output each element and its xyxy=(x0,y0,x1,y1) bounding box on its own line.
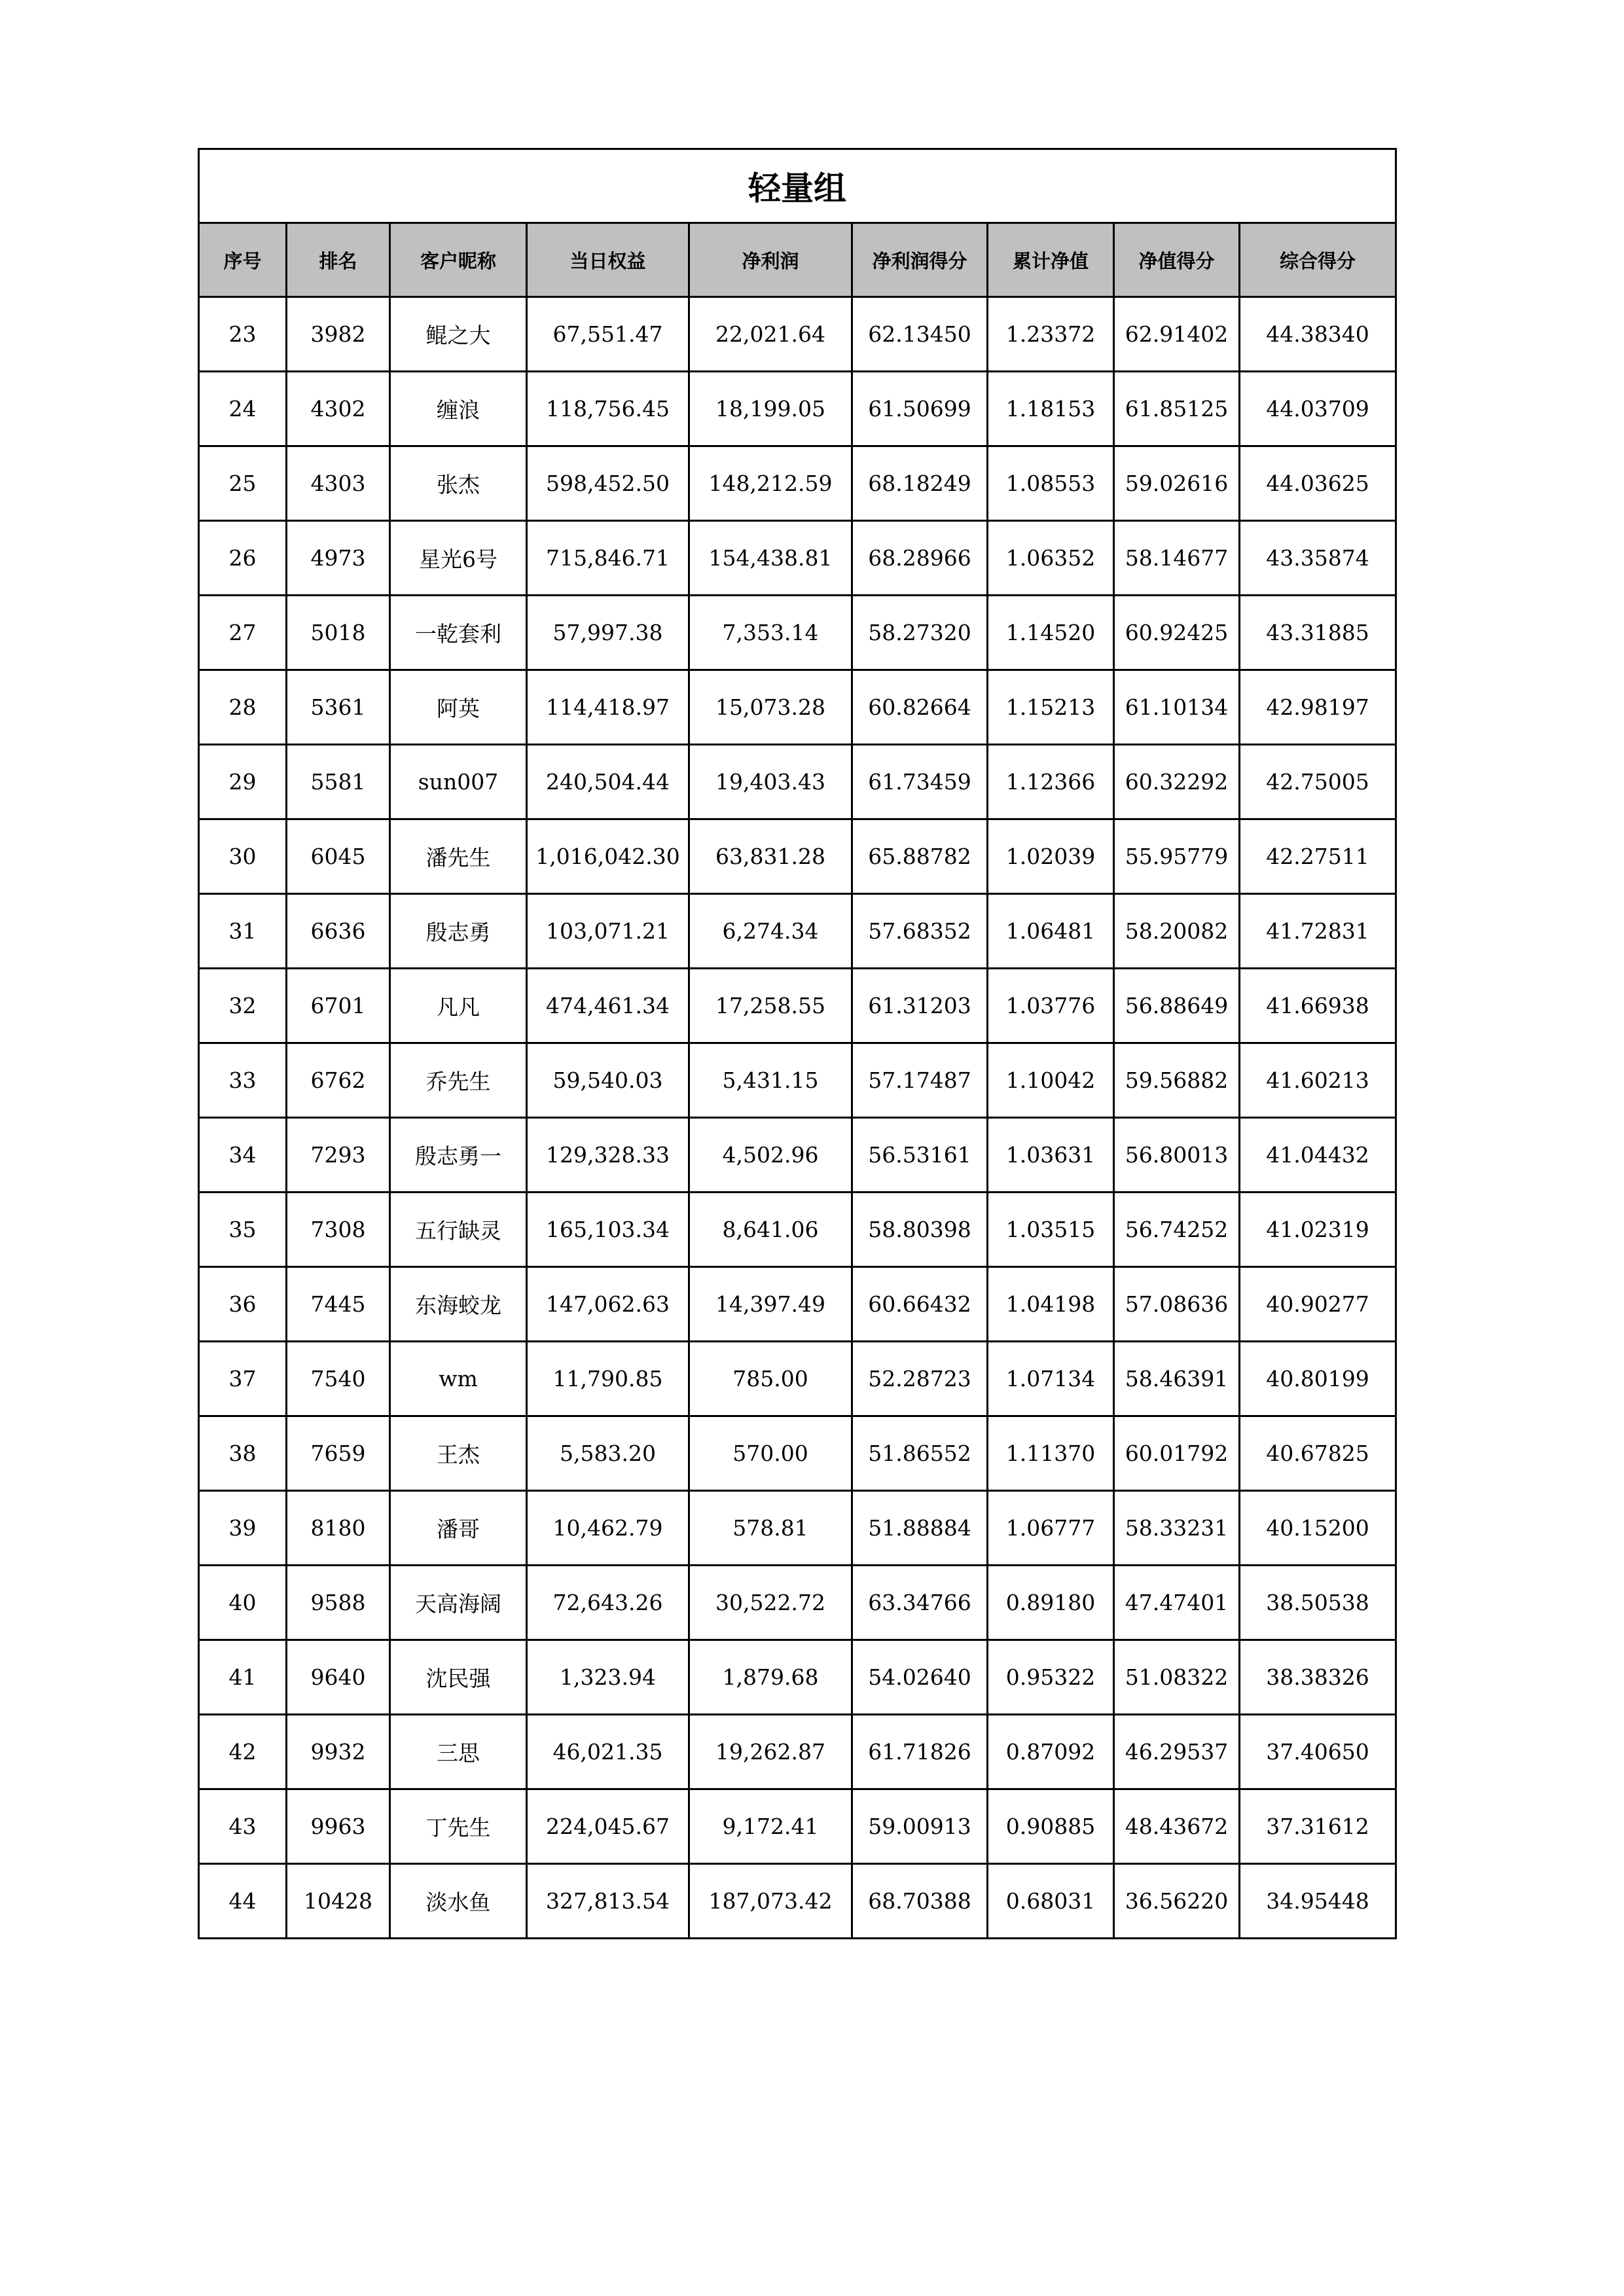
cell-daily-equity: 327,813.54 xyxy=(527,1864,689,1939)
cell-composite-score: 42.98197 xyxy=(1240,670,1396,745)
cell-composite-score: 41.60213 xyxy=(1240,1043,1396,1118)
table-row xyxy=(199,297,1396,372)
cell-rank: 5581 xyxy=(287,745,390,819)
cell-composite-score: 38.38326 xyxy=(1240,1640,1396,1715)
table-title-row xyxy=(199,149,1396,223)
cell-net-profit-score: 61.71826 xyxy=(852,1715,988,1789)
column-header-nav-score: 净值得分 xyxy=(1114,223,1240,297)
cell-nav-score: 62.91402 xyxy=(1114,297,1240,372)
cell-nav-score: 46.29537 xyxy=(1114,1715,1240,1789)
cell-nickname: sun007 xyxy=(390,745,527,819)
table-body xyxy=(199,297,1396,1939)
cell-nickname: 阿英 xyxy=(390,670,527,745)
cell-seq-no: 24 xyxy=(199,372,287,446)
cell-net-profit: 5,431.15 xyxy=(689,1043,852,1118)
cell-net-profit-score: 61.31203 xyxy=(852,969,988,1043)
column-header-cumulative-nav: 累计净值 xyxy=(988,223,1114,297)
cell-rank: 10428 xyxy=(287,1864,390,1939)
cell-seq-no: 33 xyxy=(199,1043,287,1118)
cell-daily-equity: 5,583.20 xyxy=(527,1416,689,1491)
cell-nickname: 五行缺灵 xyxy=(390,1193,527,1267)
cell-seq-no: 28 xyxy=(199,670,287,745)
cell-composite-score: 41.02319 xyxy=(1240,1193,1396,1267)
column-header-rank: 排名 xyxy=(287,223,390,297)
cell-nav-score: 58.20082 xyxy=(1114,894,1240,969)
table-row xyxy=(199,1864,1396,1939)
table-row xyxy=(199,596,1396,670)
cell-cumulative-nav: 1.12366 xyxy=(988,745,1114,819)
cell-rank: 9963 xyxy=(287,1789,390,1864)
cell-nav-score: 51.08322 xyxy=(1114,1640,1240,1715)
cell-nav-score: 60.01792 xyxy=(1114,1416,1240,1491)
cell-nickname: 张杰 xyxy=(390,446,527,521)
cell-seq-no: 30 xyxy=(199,819,287,894)
cell-nav-score: 60.92425 xyxy=(1114,596,1240,670)
cell-composite-score: 41.66938 xyxy=(1240,969,1396,1043)
cell-net-profit-score: 58.27320 xyxy=(852,596,988,670)
cell-net-profit: 9,172.41 xyxy=(689,1789,852,1864)
cell-daily-equity: 224,045.67 xyxy=(527,1789,689,1864)
cell-net-profit-score: 51.86552 xyxy=(852,1416,988,1491)
cell-net-profit-score: 61.50699 xyxy=(852,372,988,446)
cell-composite-score: 44.03709 xyxy=(1240,372,1396,446)
cell-cumulative-nav: 1.07134 xyxy=(988,1342,1114,1416)
cell-cumulative-nav: 0.89180 xyxy=(988,1566,1114,1640)
cell-seq-no: 40 xyxy=(199,1566,287,1640)
cell-daily-equity: 1,323.94 xyxy=(527,1640,689,1715)
table-row xyxy=(199,1566,1396,1640)
cell-rank: 8180 xyxy=(287,1491,390,1566)
table-row xyxy=(199,1043,1396,1118)
cell-cumulative-nav: 1.23372 xyxy=(988,297,1114,372)
cell-nav-score: 47.47401 xyxy=(1114,1566,1240,1640)
cell-daily-equity: 147,062.63 xyxy=(527,1267,689,1342)
cell-seq-no: 37 xyxy=(199,1342,287,1416)
cell-seq-no: 31 xyxy=(199,894,287,969)
cell-nav-score: 58.46391 xyxy=(1114,1342,1240,1416)
cell-daily-equity: 240,504.44 xyxy=(527,745,689,819)
cell-composite-score: 40.90277 xyxy=(1240,1267,1396,1342)
cell-rank: 9640 xyxy=(287,1640,390,1715)
table-row xyxy=(199,670,1396,745)
table-row xyxy=(199,1342,1396,1416)
cell-rank: 5361 xyxy=(287,670,390,745)
cell-nickname: wm xyxy=(390,1342,527,1416)
cell-net-profit: 4,502.96 xyxy=(689,1118,852,1193)
cell-daily-equity: 474,461.34 xyxy=(527,969,689,1043)
column-header-daily-equity: 当日权益 xyxy=(527,223,689,297)
cell-net-profit: 19,262.87 xyxy=(689,1715,852,1789)
cell-nickname: 鲲之大 xyxy=(390,297,527,372)
column-header-net-profit-score: 净利润得分 xyxy=(852,223,988,297)
cell-cumulative-nav: 1.14520 xyxy=(988,596,1114,670)
cell-seq-no: 41 xyxy=(199,1640,287,1715)
cell-net-profit: 63,831.28 xyxy=(689,819,852,894)
cell-cumulative-nav: 1.03631 xyxy=(988,1118,1114,1193)
table-row xyxy=(199,1640,1396,1715)
table-row xyxy=(199,894,1396,969)
cell-net-profit: 15,073.28 xyxy=(689,670,852,745)
cell-cumulative-nav: 0.95322 xyxy=(988,1640,1114,1715)
cell-seq-no: 29 xyxy=(199,745,287,819)
table-row xyxy=(199,521,1396,596)
cell-rank: 6701 xyxy=(287,969,390,1043)
cell-net-profit: 187,073.42 xyxy=(689,1864,852,1939)
table-header-row xyxy=(199,223,1396,297)
cell-daily-equity: 1,016,042.30 xyxy=(527,819,689,894)
cell-nickname: 星光6号 xyxy=(390,521,527,596)
table-row xyxy=(199,745,1396,819)
cell-net-profit-score: 57.68352 xyxy=(852,894,988,969)
cell-net-profit: 14,397.49 xyxy=(689,1267,852,1342)
cell-net-profit: 578.81 xyxy=(689,1491,852,1566)
cell-nickname: 三思 xyxy=(390,1715,527,1789)
cell-composite-score: 40.15200 xyxy=(1240,1491,1396,1566)
cell-net-profit: 785.00 xyxy=(689,1342,852,1416)
cell-nickname: 沈民强 xyxy=(390,1640,527,1715)
cell-nickname: 缠浪 xyxy=(390,372,527,446)
cell-daily-equity: 598,452.50 xyxy=(527,446,689,521)
cell-cumulative-nav: 1.08553 xyxy=(988,446,1114,521)
cell-nav-score: 58.14677 xyxy=(1114,521,1240,596)
cell-rank: 9588 xyxy=(287,1566,390,1640)
cell-net-profit-score: 59.00913 xyxy=(852,1789,988,1864)
cell-daily-equity: 67,551.47 xyxy=(527,297,689,372)
table-row xyxy=(199,1715,1396,1789)
cell-seq-no: 36 xyxy=(199,1267,287,1342)
cell-net-profit: 22,021.64 xyxy=(689,297,852,372)
cell-nickname: 潘先生 xyxy=(390,819,527,894)
cell-nav-score: 56.88649 xyxy=(1114,969,1240,1043)
cell-net-profit-score: 52.28723 xyxy=(852,1342,988,1416)
cell-seq-no: 25 xyxy=(199,446,287,521)
cell-cumulative-nav: 1.03515 xyxy=(988,1193,1114,1267)
ranking-table xyxy=(198,148,1397,1939)
cell-nav-score: 55.95779 xyxy=(1114,819,1240,894)
cell-net-profit: 148,212.59 xyxy=(689,446,852,521)
cell-cumulative-nav: 1.15213 xyxy=(988,670,1114,745)
cell-net-profit-score: 60.82664 xyxy=(852,670,988,745)
cell-cumulative-nav: 1.18153 xyxy=(988,372,1114,446)
cell-composite-score: 43.31885 xyxy=(1240,596,1396,670)
cell-nav-score: 59.56882 xyxy=(1114,1043,1240,1118)
cell-composite-score: 37.31612 xyxy=(1240,1789,1396,1864)
cell-daily-equity: 103,071.21 xyxy=(527,894,689,969)
cell-net-profit: 30,522.72 xyxy=(689,1566,852,1640)
cell-composite-score: 41.72831 xyxy=(1240,894,1396,969)
cell-composite-score: 37.40650 xyxy=(1240,1715,1396,1789)
cell-seq-no: 27 xyxy=(199,596,287,670)
cell-seq-no: 35 xyxy=(199,1193,287,1267)
column-header-seq-no: 序号 xyxy=(199,223,287,297)
cell-nickname: 乔先生 xyxy=(390,1043,527,1118)
cell-seq-no: 44 xyxy=(199,1864,287,1939)
cell-nickname: 潘哥 xyxy=(390,1491,527,1566)
cell-nickname: 殷志勇一 xyxy=(390,1118,527,1193)
cell-nickname: 丁先生 xyxy=(390,1789,527,1864)
cell-net-profit-score: 65.88782 xyxy=(852,819,988,894)
cell-cumulative-nav: 0.90885 xyxy=(988,1789,1114,1864)
cell-net-profit: 154,438.81 xyxy=(689,521,852,596)
cell-cumulative-nav: 1.06777 xyxy=(988,1491,1114,1566)
table-row xyxy=(199,1416,1396,1491)
cell-rank: 7540 xyxy=(287,1342,390,1416)
cell-nickname: 东海蛟龙 xyxy=(390,1267,527,1342)
table-row xyxy=(199,1491,1396,1566)
cell-nickname: 天高海阔 xyxy=(390,1566,527,1640)
cell-composite-score: 42.75005 xyxy=(1240,745,1396,819)
cell-net-profit: 6,274.34 xyxy=(689,894,852,969)
cell-net-profit: 1,879.68 xyxy=(689,1640,852,1715)
cell-cumulative-nav: 1.04198 xyxy=(988,1267,1114,1342)
table-row xyxy=(199,819,1396,894)
cell-nav-score: 61.10134 xyxy=(1114,670,1240,745)
cell-net-profit: 7,353.14 xyxy=(689,596,852,670)
cell-rank: 7659 xyxy=(287,1416,390,1491)
cell-rank: 6636 xyxy=(287,894,390,969)
cell-cumulative-nav: 0.87092 xyxy=(988,1715,1114,1789)
cell-cumulative-nav: 1.10042 xyxy=(988,1043,1114,1118)
cell-composite-score: 40.80199 xyxy=(1240,1342,1396,1416)
cell-rank: 9932 xyxy=(287,1715,390,1789)
cell-nav-score: 57.08636 xyxy=(1114,1267,1240,1342)
cell-daily-equity: 715,846.71 xyxy=(527,521,689,596)
cell-nickname: 淡水鱼 xyxy=(390,1864,527,1939)
cell-daily-equity: 165,103.34 xyxy=(527,1193,689,1267)
cell-rank: 7445 xyxy=(287,1267,390,1342)
cell-composite-score: 38.50538 xyxy=(1240,1566,1396,1640)
cell-net-profit-score: 56.53161 xyxy=(852,1118,988,1193)
cell-composite-score: 44.38340 xyxy=(1240,297,1396,372)
cell-nav-score: 59.02616 xyxy=(1114,446,1240,521)
cell-nav-score: 36.56220 xyxy=(1114,1864,1240,1939)
cell-composite-score: 43.35874 xyxy=(1240,521,1396,596)
cell-net-profit-score: 63.34766 xyxy=(852,1566,988,1640)
cell-net-profit-score: 62.13450 xyxy=(852,297,988,372)
table-row xyxy=(199,1118,1396,1193)
cell-net-profit-score: 54.02640 xyxy=(852,1640,988,1715)
cell-net-profit: 8,641.06 xyxy=(689,1193,852,1267)
cell-cumulative-nav: 1.06481 xyxy=(988,894,1114,969)
cell-cumulative-nav: 1.11370 xyxy=(988,1416,1114,1491)
table-row xyxy=(199,969,1396,1043)
cell-daily-equity: 46,021.35 xyxy=(527,1715,689,1789)
cell-seq-no: 43 xyxy=(199,1789,287,1864)
column-header-nickname: 客户昵称 xyxy=(390,223,527,297)
column-header-composite-score: 综合得分 xyxy=(1240,223,1396,297)
cell-seq-no: 32 xyxy=(199,969,287,1043)
cell-daily-equity: 118,756.45 xyxy=(527,372,689,446)
cell-rank: 5018 xyxy=(287,596,390,670)
cell-daily-equity: 129,328.33 xyxy=(527,1118,689,1193)
cell-net-profit: 19,403.43 xyxy=(689,745,852,819)
cell-nav-score: 56.74252 xyxy=(1114,1193,1240,1267)
cell-cumulative-nav: 1.06352 xyxy=(988,521,1114,596)
cell-nickname: 王杰 xyxy=(390,1416,527,1491)
cell-rank: 6762 xyxy=(287,1043,390,1118)
cell-nav-score: 58.33231 xyxy=(1114,1491,1240,1566)
cell-daily-equity: 72,643.26 xyxy=(527,1566,689,1640)
cell-rank: 6045 xyxy=(287,819,390,894)
cell-nickname: 一乾套利 xyxy=(390,596,527,670)
cell-composite-score: 42.27511 xyxy=(1240,819,1396,894)
cell-nav-score: 60.32292 xyxy=(1114,745,1240,819)
cell-cumulative-nav: 1.02039 xyxy=(988,819,1114,894)
cell-daily-equity: 11,790.85 xyxy=(527,1342,689,1416)
cell-net-profit-score: 57.17487 xyxy=(852,1043,988,1118)
cell-nav-score: 56.80013 xyxy=(1114,1118,1240,1193)
cell-seq-no: 23 xyxy=(199,297,287,372)
cell-nav-score: 61.85125 xyxy=(1114,372,1240,446)
cell-nav-score: 48.43672 xyxy=(1114,1789,1240,1864)
cell-rank: 4303 xyxy=(287,446,390,521)
cell-net-profit-score: 61.73459 xyxy=(852,745,988,819)
cell-rank: 4302 xyxy=(287,372,390,446)
cell-seq-no: 38 xyxy=(199,1416,287,1491)
cell-daily-equity: 114,418.97 xyxy=(527,670,689,745)
cell-composite-score: 34.95448 xyxy=(1240,1864,1396,1939)
cell-net-profit: 17,258.55 xyxy=(689,969,852,1043)
cell-net-profit-score: 60.66432 xyxy=(852,1267,988,1342)
cell-cumulative-nav: 1.03776 xyxy=(988,969,1114,1043)
cell-net-profit: 18,199.05 xyxy=(689,372,852,446)
table-title: 轻量组 xyxy=(199,149,1396,223)
cell-rank: 4973 xyxy=(287,521,390,596)
cell-nickname: 凡凡 xyxy=(390,969,527,1043)
cell-daily-equity: 10,462.79 xyxy=(527,1491,689,1566)
cell-rank: 3982 xyxy=(287,297,390,372)
cell-seq-no: 34 xyxy=(199,1118,287,1193)
cell-net-profit-score: 68.18249 xyxy=(852,446,988,521)
cell-seq-no: 39 xyxy=(199,1491,287,1566)
cell-net-profit-score: 51.88884 xyxy=(852,1491,988,1566)
table-row xyxy=(199,372,1396,446)
table-row xyxy=(199,446,1396,521)
column-header-net-profit: 净利润 xyxy=(689,223,852,297)
cell-cumulative-nav: 0.68031 xyxy=(988,1864,1114,1939)
table-row xyxy=(199,1193,1396,1267)
cell-composite-score: 44.03625 xyxy=(1240,446,1396,521)
cell-composite-score: 40.67825 xyxy=(1240,1416,1396,1491)
cell-rank: 7293 xyxy=(287,1118,390,1193)
cell-nickname: 殷志勇 xyxy=(390,894,527,969)
cell-daily-equity: 59,540.03 xyxy=(527,1043,689,1118)
cell-net-profit-score: 68.70388 xyxy=(852,1864,988,1939)
cell-net-profit-score: 68.28966 xyxy=(852,521,988,596)
cell-daily-equity: 57,997.38 xyxy=(527,596,689,670)
cell-composite-score: 41.04432 xyxy=(1240,1118,1396,1193)
cell-seq-no: 26 xyxy=(199,521,287,596)
table-row xyxy=(199,1267,1396,1342)
cell-rank: 7308 xyxy=(287,1193,390,1267)
cell-net-profit: 570.00 xyxy=(689,1416,852,1491)
cell-net-profit-score: 58.80398 xyxy=(852,1193,988,1267)
cell-seq-no: 42 xyxy=(199,1715,287,1789)
table-row xyxy=(199,1789,1396,1864)
